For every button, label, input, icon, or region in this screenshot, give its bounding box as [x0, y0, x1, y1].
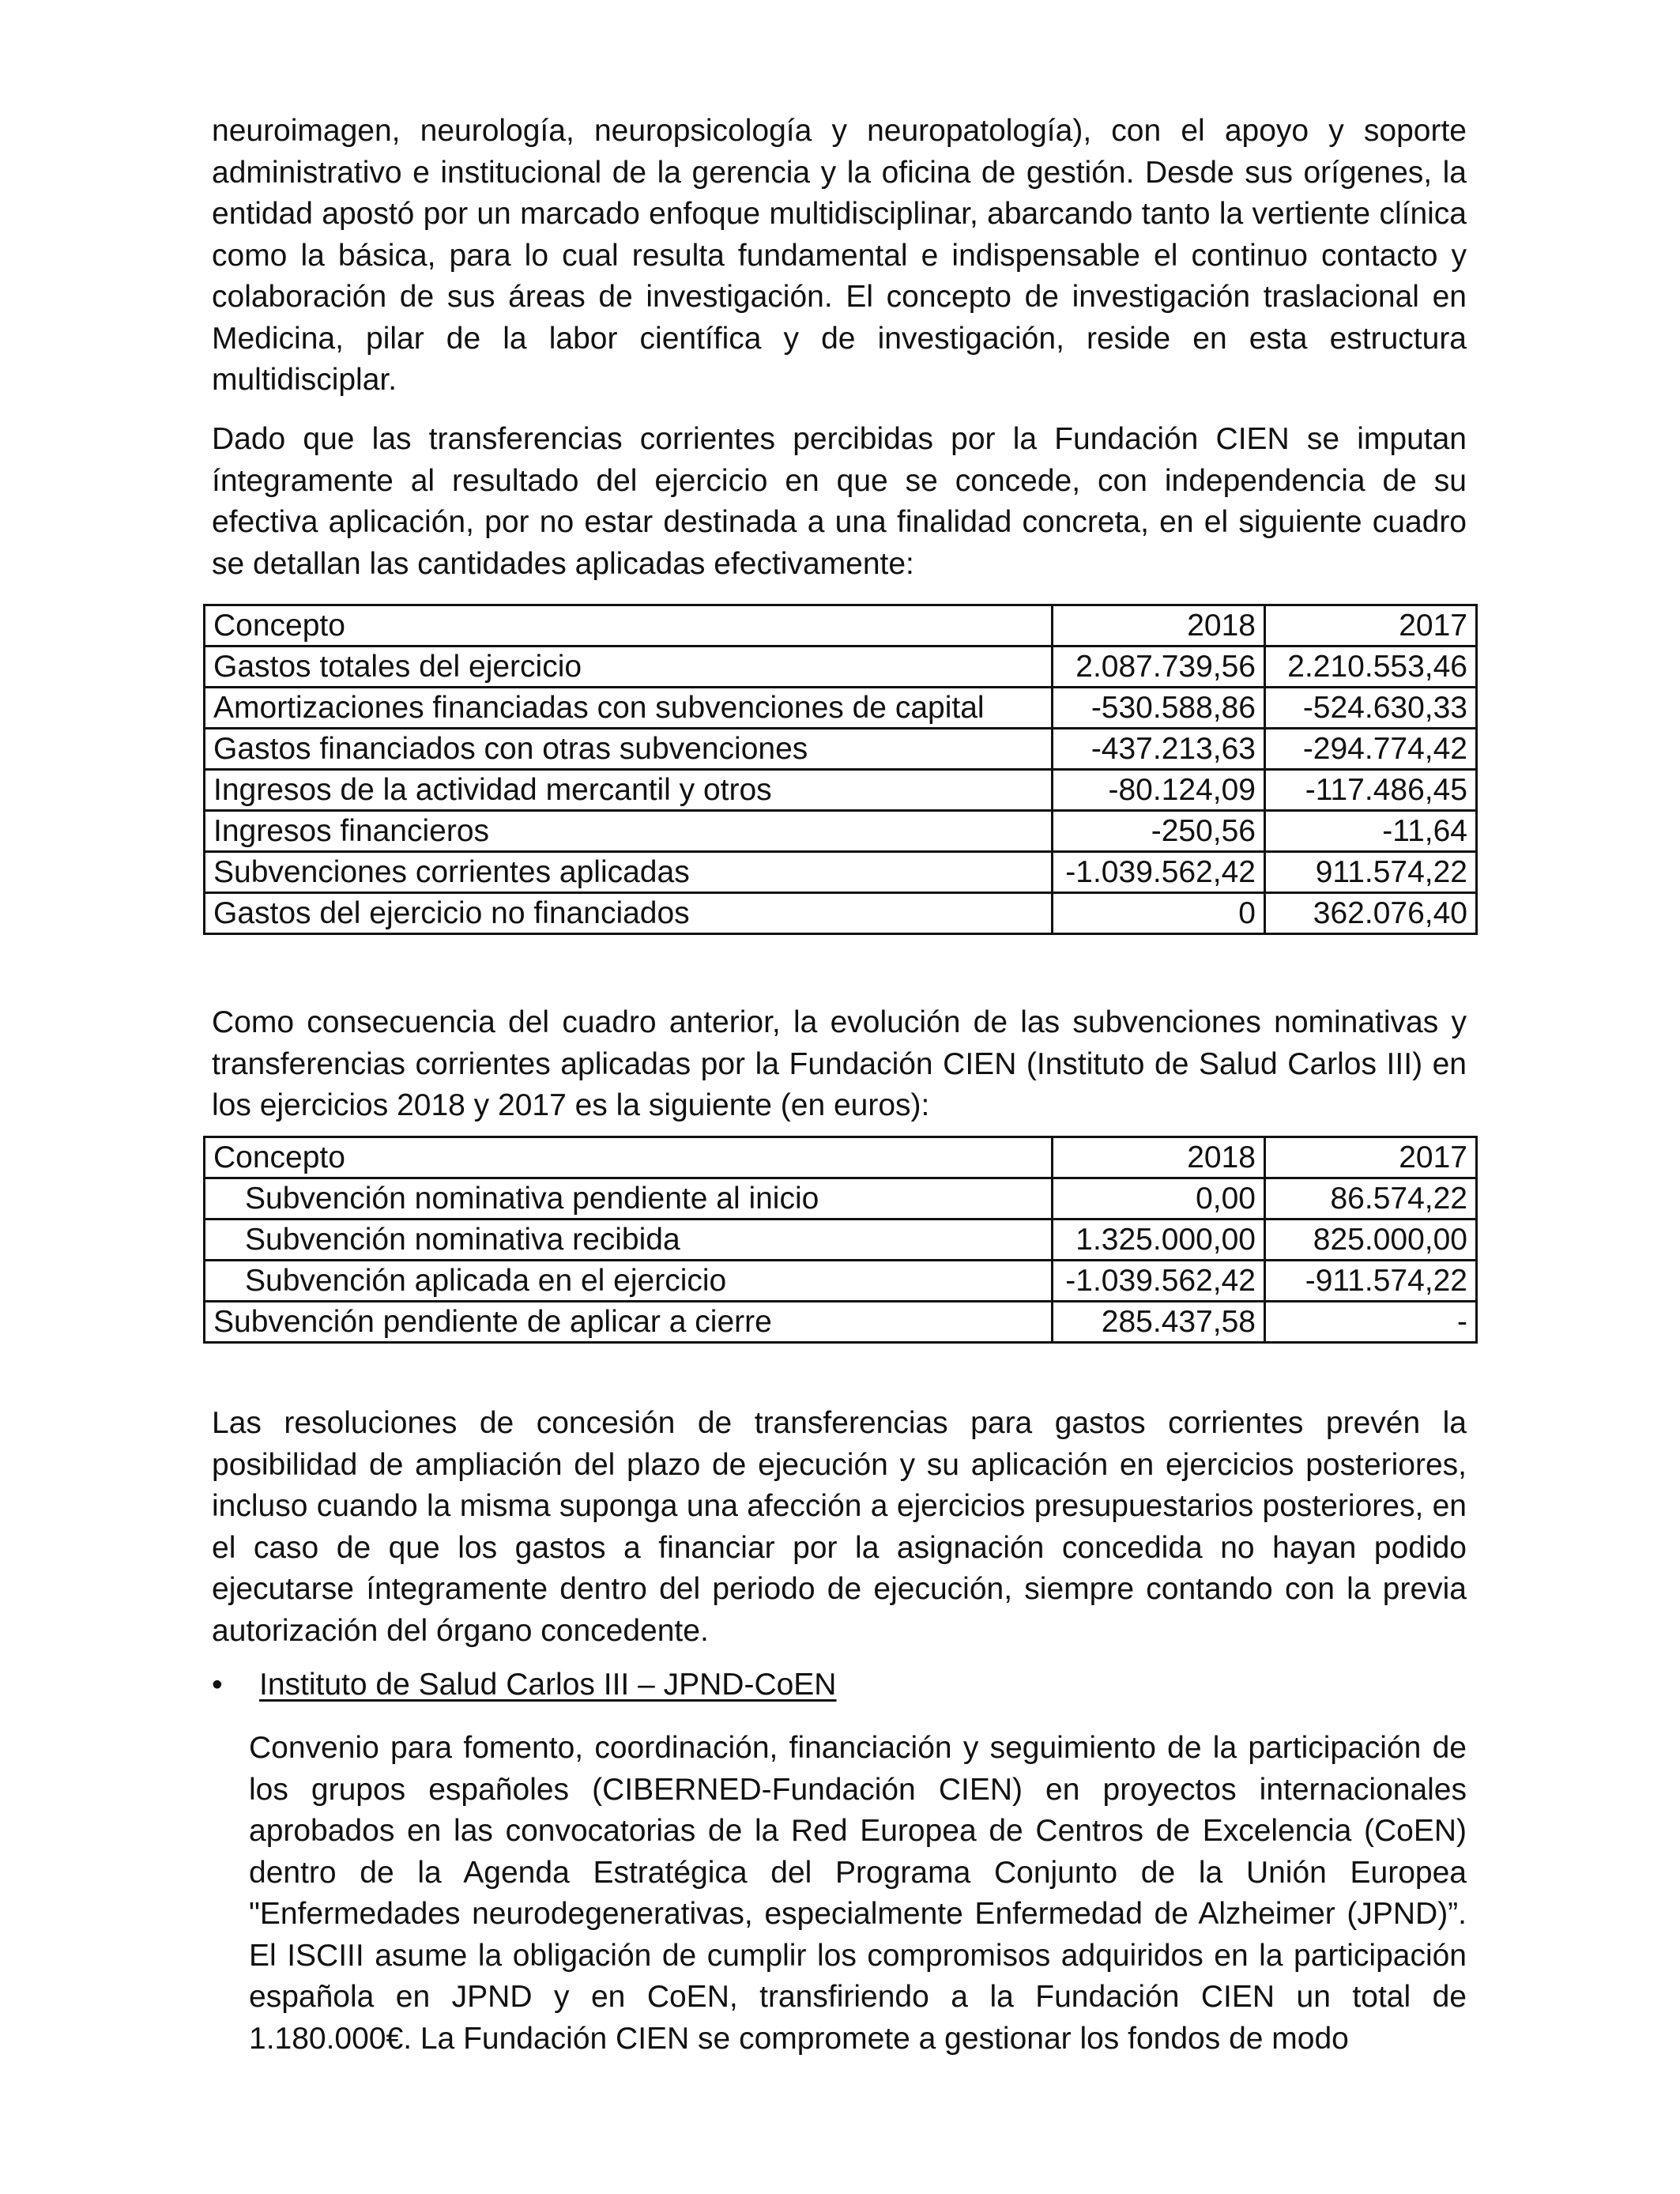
row-label: Gastos totales del ejercicio — [205, 647, 1053, 688]
value-2017: -117.486,45 — [1265, 770, 1477, 811]
table-row — [205, 893, 1477, 934]
table-row — [205, 1178, 1477, 1220]
row-label: Subvención pendiente de aplicar a cierre — [205, 1302, 1053, 1343]
value-2018: -80.124,09 — [1053, 770, 1265, 811]
table-row — [205, 1302, 1477, 1343]
table-row — [205, 688, 1477, 729]
paragraph-resolutions: Las resoluciones de concesión de transferencias para gastos corrientes prevén la posibilidad de ampliación del plazo de ejecución y su aplicación en ejercicios posteriores, incluso cuando la misma suponga una afección a ejercicios presupuestarios posteriores, en el caso de que los gastos a financiar por la asignación concedida no hayan podido ejecutarse íntegramente dentro del periodo de ejecución, siempre contando con la previa autorización del órgano concedente. — [212, 1406, 1467, 1648]
subsidy-evolution-table — [203, 1136, 1478, 1344]
table-header-row — [205, 1137, 1477, 1178]
value-2017: 911.574,22 — [1265, 852, 1477, 893]
value-2017: -294.774,42 — [1265, 729, 1477, 770]
table-row — [205, 770, 1477, 811]
value-2018: 285.437,58 — [1053, 1302, 1265, 1343]
header-2018: 2018 — [1053, 1137, 1265, 1178]
paragraph-convenio: Convenio para fomento, coordinación, financiación y seguimiento de la participación de los grupos españoles (CIBERNED-Fundación CIEN) en proyectos internacionales aprobados en las convocatorias de la Red Europea de Centros de Excelencia (CoEN) dentro de la Agenda Estratégica del Programa Conjunto de la Unión Europea "Enfermedades neurodegenerativas, especialmente Enfermedad de Alzheimer (JPND)”. El ISCIII asume la obligación de cumplir los compromisos adquiridos en la participación española en JPND y en CoEN, transfiriendo a la Fundación CIEN un total de 1.180.000€. La Fundación CIEN se compromete a gestionar los fondos de modo — [249, 1731, 1467, 2056]
header-2017: 2017 — [1265, 605, 1477, 647]
row-label: Amortizaciones financiadas con subvenciones de capital — [205, 688, 1053, 729]
value-2018: 0,00 — [1053, 1178, 1265, 1220]
paragraph-transfers: Dado que las transferencias corrientes percibidas por la Fundación CIEN se imputan íntegramente al resultado del ejercicio en que se concede, con independencia de su efectiva aplicación, por no estar destinada a una finalidad concreta, en el siguiente cuadro se detallan las cantidades aplicadas efectivamente: — [212, 422, 1467, 581]
value-2017: -524.630,33 — [1265, 688, 1477, 729]
header-2018: 2018 — [1053, 605, 1265, 647]
table-row — [205, 1261, 1477, 1302]
bullet-icon: • — [212, 1668, 223, 1702]
value-2017: 2.210.553,46 — [1265, 647, 1477, 688]
value-2017: -911.574,22 — [1265, 1261, 1477, 1302]
row-label: Subvención nominativa pendiente al inicio — [205, 1178, 1053, 1220]
value-2018: -250,56 — [1053, 811, 1265, 852]
value-2018: -1.039.562,42 — [1053, 852, 1265, 893]
value-2017: - — [1265, 1302, 1477, 1343]
row-label: Ingresos de la actividad mercantil y otros — [205, 770, 1053, 811]
value-2018: -530.588,86 — [1053, 688, 1265, 729]
value-2017: 825.000,00 — [1265, 1220, 1477, 1261]
row-label: Ingresos financieros — [205, 811, 1053, 852]
table-row — [205, 852, 1477, 893]
header-2017: 2017 — [1265, 1137, 1477, 1178]
value-2017: 86.574,22 — [1265, 1178, 1477, 1220]
header-concepto: Concepto — [205, 605, 1053, 647]
header-concepto: Concepto — [205, 1137, 1053, 1178]
table-row — [205, 1220, 1477, 1261]
table-row — [205, 811, 1477, 852]
value-2018: -437.213,63 — [1053, 729, 1265, 770]
row-label: Subvención nominativa recibida — [205, 1220, 1053, 1261]
row-label: Subvenciones corrientes aplicadas — [205, 852, 1053, 893]
value-2018: 2.087.739,56 — [1053, 647, 1265, 688]
paragraph-evolution: Como consecuencia del cuadro anterior, la evolución de las subvenciones nominativas y transferencias corrientes aplicadas por la Fundación CIEN (Instituto de Salud Carlos III) en los ejercicios 2018 y 2017 es la siguiente (en euros): — [212, 1005, 1467, 1122]
section-heading-link: Instituto de Salud Carlos III – JPND-CoEN — [259, 1668, 837, 1702]
table-header-row — [205, 605, 1477, 647]
row-label: Gastos financiados con otras subvenciones — [205, 729, 1053, 770]
row-label: Subvención aplicada en el ejercicio — [205, 1261, 1053, 1302]
value-2018: 1.325.000,00 — [1053, 1220, 1265, 1261]
table-row — [205, 647, 1477, 688]
value-2018: -1.039.562,42 — [1053, 1261, 1265, 1302]
value-2017: -11,64 — [1265, 811, 1477, 852]
paragraph-intro: neuroimagen, neurología, neuropsicología y neuropatología), con el apoyo y soporte administrativo e institucional de la gerencia y la oficina de gestión. Desde sus orígenes, la entidad apostó por un marcado enfoque multidisciplinar, abarcando tanto la vertiente clínica como la básica, para lo cual resulta fundamental e indispensable el continuo contacto y colaboración de sus áreas de investigación. El concepto de investigación traslacional en Medicina, pilar de la labor científica y de investigación, reside en esta estructura multidisciplar. — [212, 114, 1467, 397]
table-row — [205, 729, 1477, 770]
applied-amounts-table — [203, 604, 1478, 935]
row-label: Gastos del ejercicio no financiados — [205, 893, 1053, 934]
value-2017: 362.076,40 — [1265, 893, 1477, 934]
value-2018: 0 — [1053, 893, 1265, 934]
